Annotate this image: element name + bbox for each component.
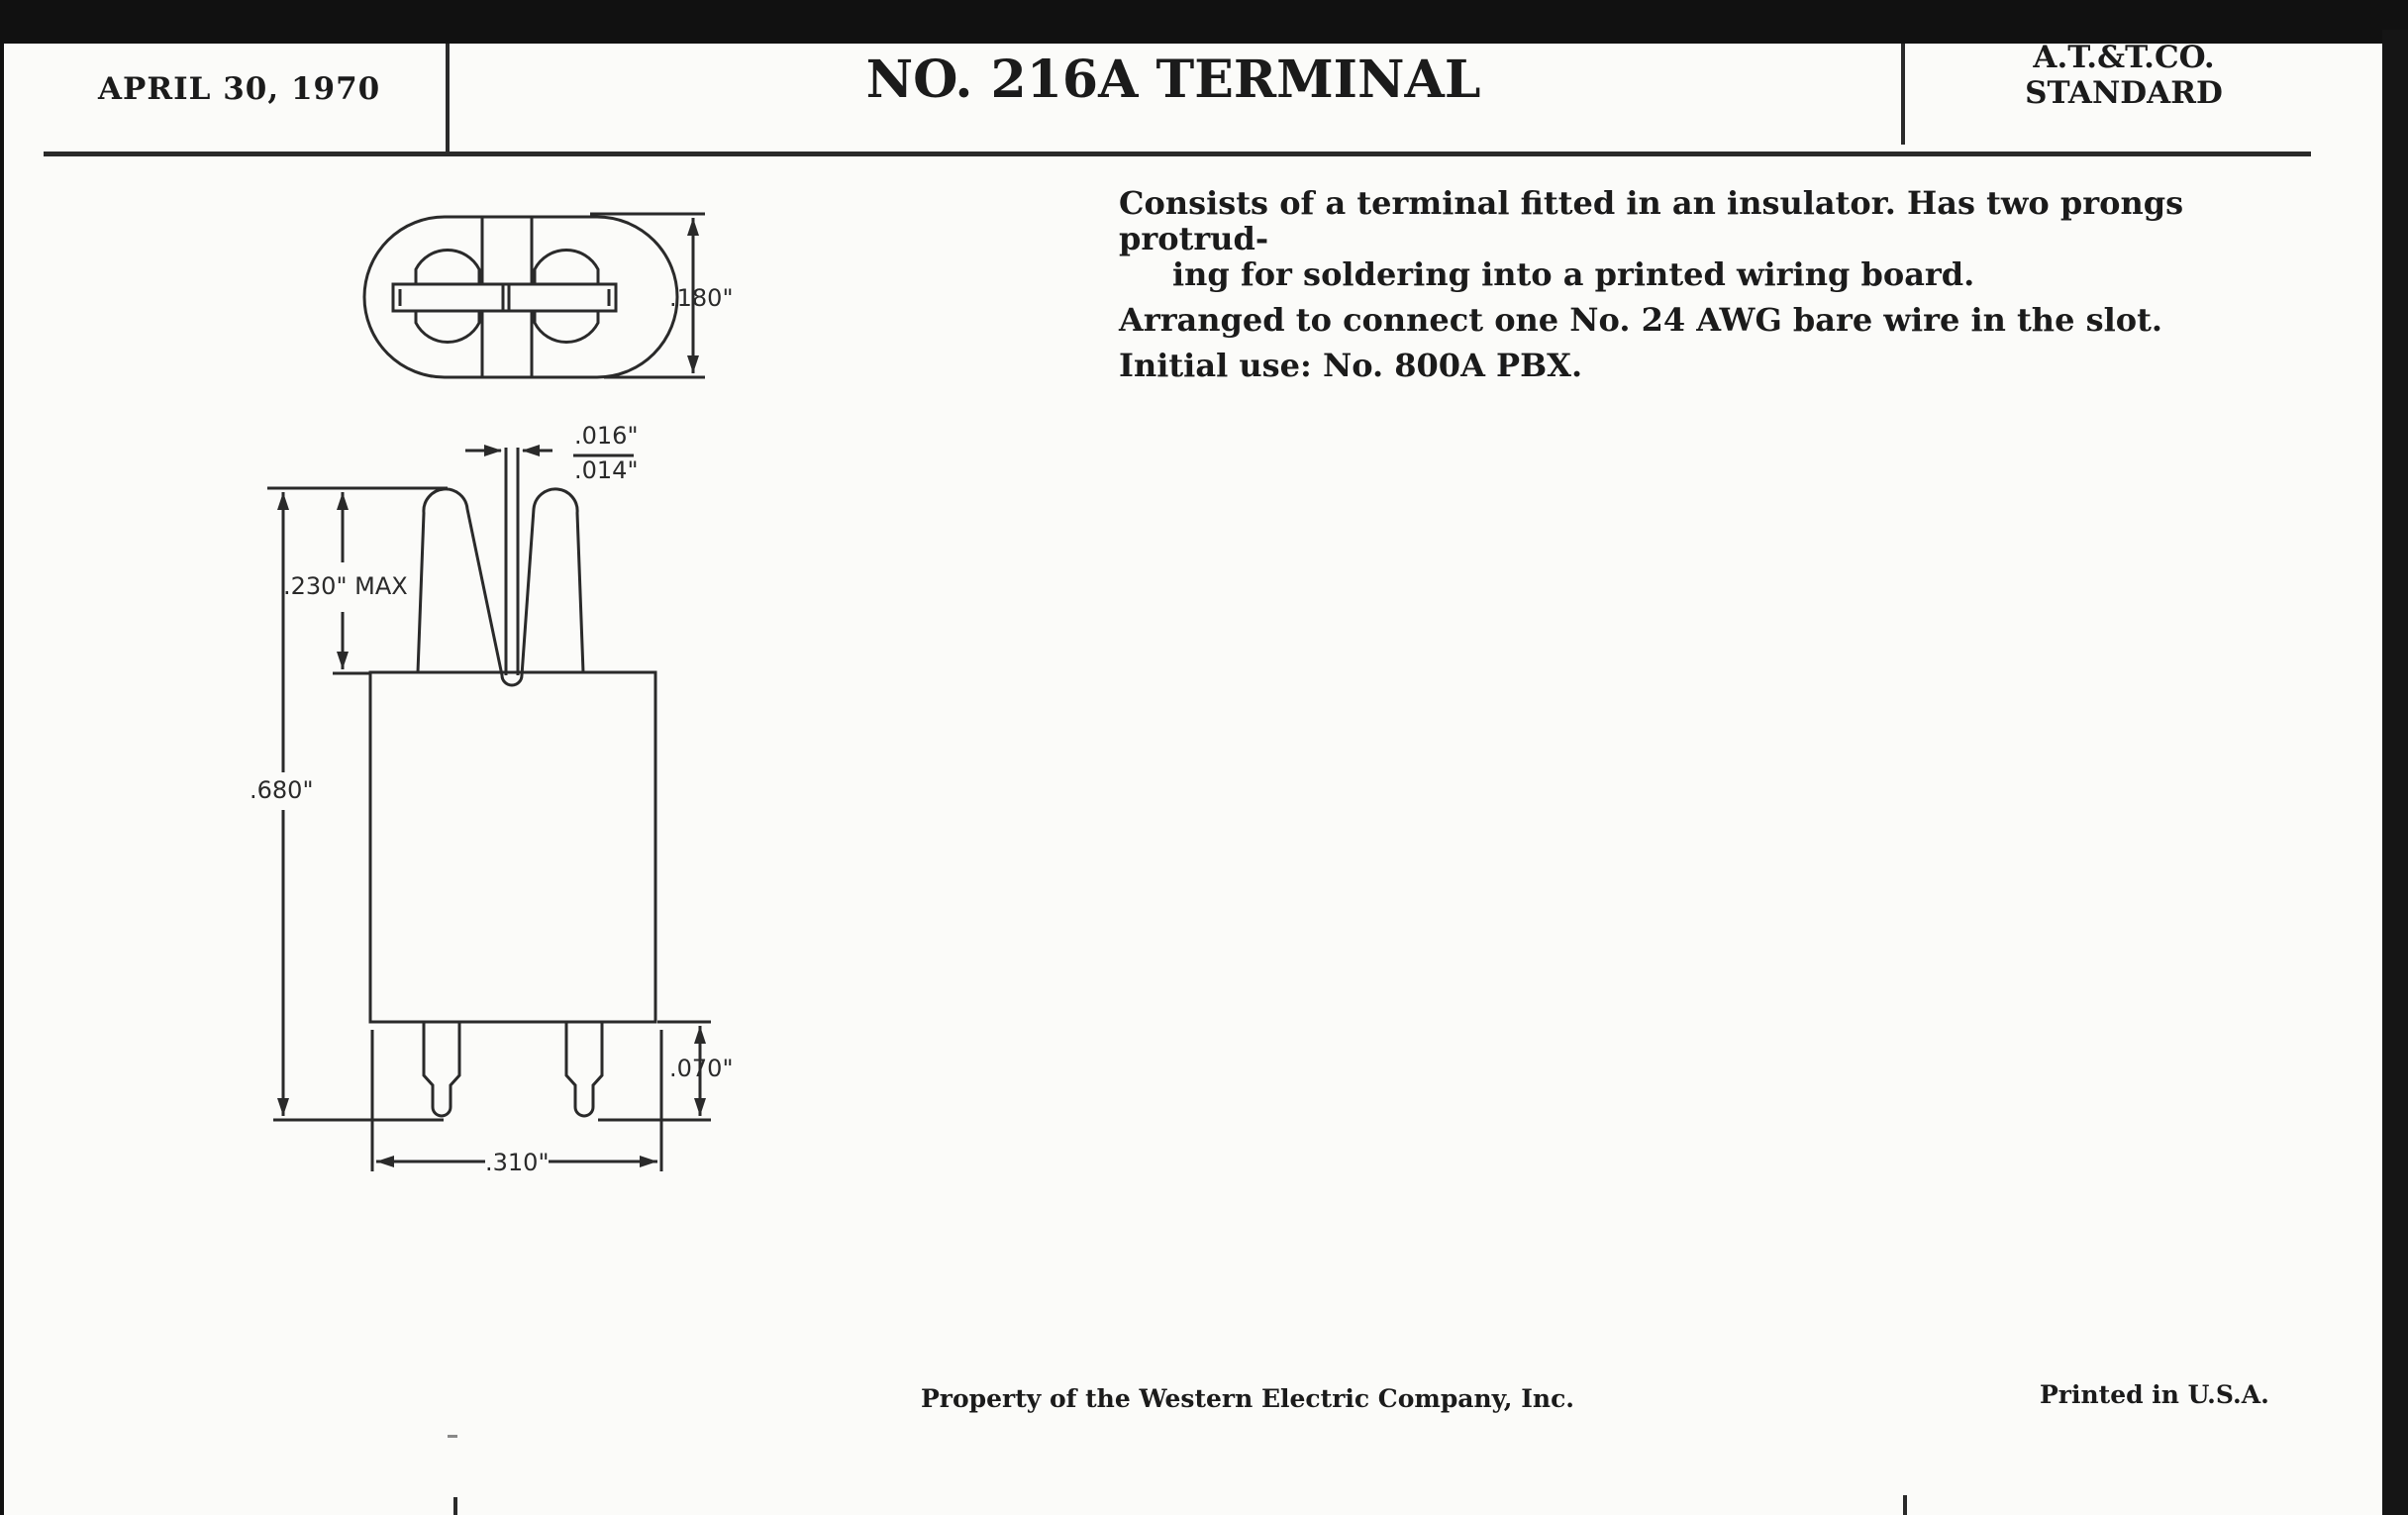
side-view xyxy=(267,448,711,1171)
footer-printed: Printed in U.S.A. xyxy=(2040,1380,2269,1409)
description-line-2: Arranged to connect one No. 24 AWG bare wire in the slot. xyxy=(1119,301,2162,339)
description-line-1-start: Consists of a terminal fitted in an insulator. Has two prongs protrud- xyxy=(1119,184,2184,257)
top-view xyxy=(364,214,705,377)
dim-070-label: .070" xyxy=(669,1055,734,1082)
dim-014-label: .014" xyxy=(574,456,639,484)
dim-230-label: .230" MAX xyxy=(283,572,408,600)
description-line-1-cont: ing for soldering into a printed wiring board. xyxy=(1172,255,1975,293)
page-title: NO. 216A TERMINAL xyxy=(865,50,1481,110)
dim-180-label: .180" xyxy=(669,284,734,312)
standard-line-1: A.T.&T.CO. xyxy=(2033,40,2215,75)
header-date: APRIL 30, 1970 xyxy=(98,71,381,107)
bottom-tick-left xyxy=(453,1497,457,1515)
bottom-tick-right xyxy=(1903,1495,1907,1515)
dim-680-label: .680" xyxy=(250,776,314,804)
dim-310-label: .310" xyxy=(485,1149,550,1176)
footer-property: Property of the Western Electric Company, Inc. xyxy=(921,1384,1575,1413)
description-line-3: Initial use: No. 800A PBX. xyxy=(1119,347,1583,384)
standard-line-2: STANDARD xyxy=(2025,75,2223,111)
scan-dash xyxy=(448,1435,457,1438)
dim-016-label: .016" xyxy=(574,422,639,450)
